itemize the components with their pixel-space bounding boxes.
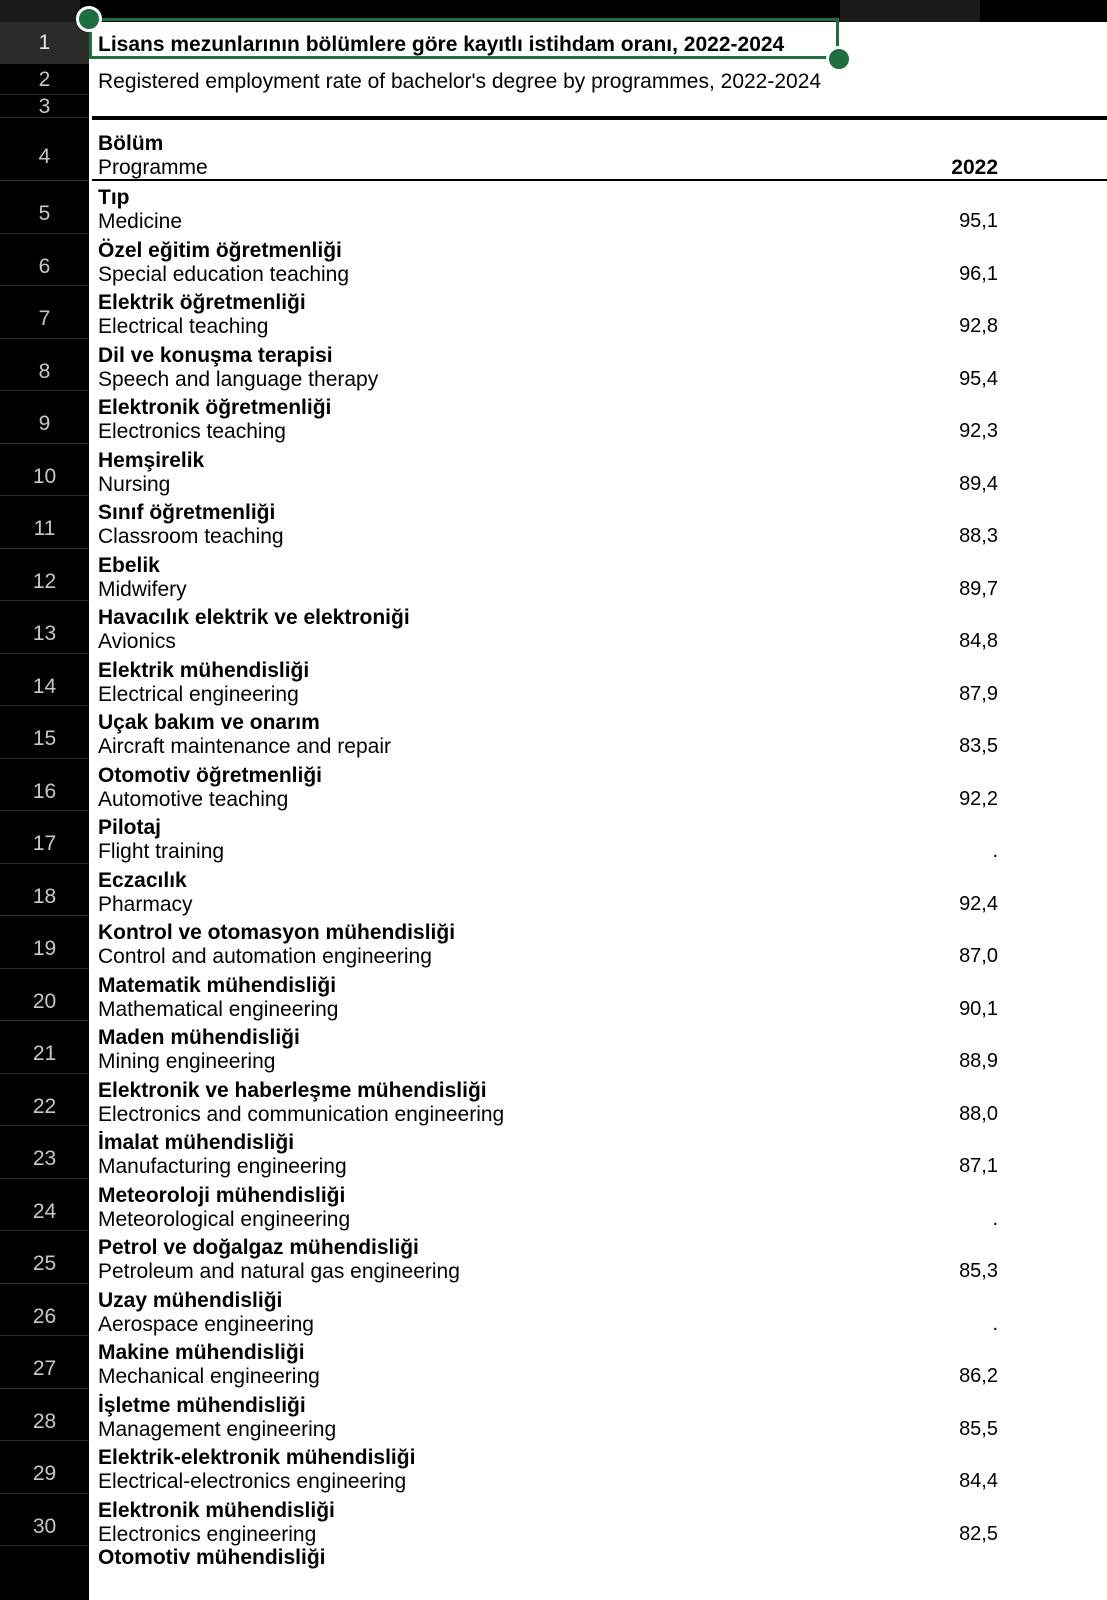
row-number-30[interactable]: 30 <box>0 1494 89 1547</box>
row-number-26[interactable]: 26 <box>0 1284 89 1337</box>
row-number-6[interactable]: 6 <box>0 234 89 287</box>
programme-tr-cell[interactable]: Uçak bakım ve onarım <box>98 711 320 734</box>
value-2022-cell[interactable]: 85,3 <box>959 1260 998 1282</box>
programme-tr-cell[interactable]: Elektronik ve haberleşme mühendisliği <box>98 1078 487 1102</box>
programme-en-cell[interactable]: Management engineering <box>98 1417 337 1441</box>
header-en-cell[interactable]: Programme <box>98 156 208 179</box>
programme-en-cell[interactable]: Manufacturing engineering <box>98 1155 347 1178</box>
programme-en-cell[interactable]: Petroleum and natural gas engineering <box>98 1260 460 1283</box>
row-number-13[interactable]: 13 <box>0 601 89 654</box>
row-number-10[interactable]: 10 <box>0 444 89 497</box>
programme-en-cell[interactable]: Classroom teaching <box>98 525 284 548</box>
programme-tr-cell[interactable]: Sınıf öğretmenliği <box>98 501 276 524</box>
row-number-2[interactable]: 2 <box>0 64 89 95</box>
row-number-11[interactable]: 11 <box>0 496 89 549</box>
value-2022-cell[interactable]: 92,8 <box>959 315 998 337</box>
programme-en-cell[interactable]: Avionics <box>98 630 176 653</box>
row-number-29[interactable]: 29 <box>0 1441 89 1494</box>
row-number-9[interactable]: 9 <box>0 391 89 444</box>
row-number-1[interactable]: 1 <box>0 22 89 64</box>
programme-tr-cell[interactable]: Havacılık elektrik ve elektroniği <box>98 606 410 629</box>
value-2022-cell[interactable]: 87,0 <box>959 945 998 967</box>
value-2022-cell[interactable]: 90,1 <box>959 997 998 1020</box>
programme-en-cell[interactable]: Electrical engineering <box>98 682 299 706</box>
value-2022-cell[interactable]: 92,2 <box>959 787 998 810</box>
programme-en-cell[interactable]: Flight training <box>98 840 225 863</box>
value-2022-cell[interactable]: 84,4 <box>959 1470 998 1492</box>
value-2022-cell[interactable]: 87,9 <box>959 682 998 705</box>
row-number-25[interactable]: 25 <box>0 1231 89 1284</box>
value-2022-cell[interactable]: 95,1 <box>959 210 998 232</box>
value-2022-cell[interactable]: 84,8 <box>959 630 998 652</box>
row-number-4[interactable]: 4 <box>0 118 89 181</box>
value-2022-cell[interactable]: . <box>992 1207 998 1230</box>
row-number-3[interactable]: 3 <box>0 95 89 118</box>
table-top-rule <box>92 116 1107 120</box>
partial-row-tr-cell[interactable]: Otomotiv mühendisliği <box>98 1546 326 1569</box>
value-2022-cell[interactable]: 85,5 <box>959 1417 998 1440</box>
value-2022-cell[interactable]: 87,1 <box>959 1155 998 1177</box>
programme-en-cell[interactable]: Meteorological engineering <box>98 1207 351 1231</box>
programme-tr-cell[interactable]: Pilotaj <box>98 816 162 839</box>
programme-tr-cell[interactable]: Tıp <box>98 186 130 209</box>
value-2022-cell[interactable]: 89,7 <box>959 577 998 600</box>
row-number-19[interactable]: 19 <box>0 916 89 969</box>
cell-selection-outline[interactable] <box>89 18 839 59</box>
programme-tr-cell[interactable]: İmalat mühendisliği <box>98 1131 295 1154</box>
programme-en-cell[interactable]: Aircraft maintenance and repair <box>98 735 391 758</box>
programme-tr-cell[interactable]: Ebelik <box>98 553 160 577</box>
value-2022-cell[interactable]: 92,4 <box>959 892 998 915</box>
programme-tr-cell[interactable]: İşletme mühendisliği <box>98 1393 306 1417</box>
value-2022-cell[interactable]: 82,5 <box>959 1522 998 1545</box>
programme-en-cell[interactable]: Mathematical engineering <box>98 997 339 1021</box>
row-number-20[interactable]: 20 <box>0 969 89 1022</box>
selection-end-handle[interactable] <box>826 46 852 72</box>
row-number-12[interactable]: 12 <box>0 549 89 602</box>
row-number-24[interactable]: 24 <box>0 1179 89 1232</box>
programme-tr-cell[interactable]: Matematik mühendisliği <box>98 973 337 997</box>
programme-en-cell[interactable]: Midwifery <box>98 577 187 601</box>
programme-tr-cell[interactable]: Hemşirelik <box>98 448 205 472</box>
row-number-7[interactable]: 7 <box>0 286 89 339</box>
programme-en-cell[interactable]: Electronics and communication engineering <box>98 1102 505 1126</box>
value-2022-cell[interactable]: 95,4 <box>959 367 998 390</box>
programme-en-cell[interactable]: Mechanical engineering <box>98 1365 320 1388</box>
programme-tr-cell[interactable]: Meteoroloji mühendisliği <box>98 1183 346 1207</box>
programme-tr-cell[interactable]: Maden mühendisliği <box>98 1026 300 1049</box>
value-2022-cell[interactable]: 96,1 <box>959 262 998 285</box>
programme-en-cell[interactable]: Mining engineering <box>98 1050 276 1073</box>
row-number-16[interactable]: 16 <box>0 759 89 812</box>
title-en-cell[interactable]: Registered employment rate of bachelor's degree by programmes, 2022-2024 <box>98 70 822 93</box>
programme-tr-cell[interactable]: Makine mühendisliği <box>98 1341 305 1364</box>
programme-tr-cell[interactable]: Uzay mühendisliği <box>98 1288 283 1312</box>
row-number-5[interactable]: 5 <box>0 181 89 234</box>
header-bottom-rule <box>92 179 1107 181</box>
programme-tr-cell[interactable]: Petrol ve doğalgaz mühendisliği <box>98 1236 419 1259</box>
programme-en-cell[interactable]: Speech and language therapy <box>98 367 379 391</box>
programme-en-cell[interactable]: Automotive teaching <box>98 787 289 811</box>
value-2022-cell[interactable]: 83,5 <box>959 735 998 757</box>
programme-tr-cell[interactable]: Elektrik mühendisliği <box>98 658 310 682</box>
row-number-14[interactable]: 14 <box>0 654 89 707</box>
programme-tr-cell[interactable]: Dil ve konuşma terapisi <box>98 343 333 367</box>
row-number-8[interactable]: 8 <box>0 339 89 392</box>
programme-en-cell[interactable]: Electrical teaching <box>98 315 269 338</box>
row-number-15[interactable]: 15 <box>0 706 89 759</box>
title-tr-cell[interactable]: Lisans mezunlarının bölümlere göre kayıtlı istihdam oranı, 2022-2024 <box>98 33 785 56</box>
value-2022-cell[interactable]: . <box>992 1312 998 1335</box>
value-2022-cell[interactable]: . <box>992 840 998 862</box>
row-number-23[interactable]: 23 <box>0 1126 89 1179</box>
row-number-17[interactable]: 17 <box>0 811 89 864</box>
value-2022-cell[interactable]: 92,3 <box>959 420 998 442</box>
value-2022-cell[interactable]: 88,3 <box>959 525 998 547</box>
programme-en-cell[interactable]: Nursing <box>98 472 171 496</box>
row-number-21[interactable]: 21 <box>0 1021 89 1074</box>
header-year-cell[interactable]: 2022 <box>951 156 998 179</box>
programme-tr-cell[interactable]: Otomotiv öğretmenliği <box>98 763 323 787</box>
programme-en-cell[interactable]: Control and automation engineering <box>98 945 432 968</box>
programme-en-cell[interactable]: Electronics teaching <box>98 420 286 443</box>
programme-tr-cell[interactable]: Elektronik mühendisliği <box>98 1498 335 1522</box>
programme-tr-cell[interactable]: Kontrol ve otomasyon mühendisliği <box>98 921 456 944</box>
value-2022-cell[interactable]: 88,9 <box>959 1050 998 1072</box>
programme-en-cell[interactable]: Aerospace engineering <box>98 1312 314 1336</box>
selection-start-handle[interactable] <box>76 6 102 32</box>
value-2022-cell[interactable]: 89,4 <box>959 472 998 495</box>
programme-tr-cell[interactable]: Özel eğitim öğretmenliği <box>98 238 342 262</box>
programme-tr-cell[interactable]: Elektrik-elektronik mühendisliği <box>98 1446 416 1469</box>
programme-tr-cell[interactable]: Elektronik öğretmenliği <box>98 396 332 419</box>
row-number-28[interactable]: 28 <box>0 1389 89 1442</box>
top-bar-segment <box>840 0 980 22</box>
value-2022-cell[interactable]: 88,0 <box>959 1102 998 1125</box>
header-tr-cell[interactable]: Bölüm <box>98 132 164 155</box>
programme-en-cell[interactable]: Electronics engineering <box>98 1522 317 1546</box>
row-number-27[interactable]: 27 <box>0 1336 89 1389</box>
programme-en-cell[interactable]: Electrical-electronics engineering <box>98 1470 407 1493</box>
value-2022-cell[interactable]: 86,2 <box>959 1365 998 1387</box>
programme-tr-cell[interactable]: Elektrik öğretmenliği <box>98 291 306 314</box>
top-bar-segment <box>0 0 80 22</box>
programme-tr-cell[interactable]: Eczacılık <box>98 868 187 892</box>
programme-en-cell[interactable]: Pharmacy <box>98 892 193 916</box>
row-number-22[interactable]: 22 <box>0 1074 89 1127</box>
programme-en-cell[interactable]: Medicine <box>98 210 183 233</box>
programme-en-cell[interactable]: Special education teaching <box>98 262 350 286</box>
row-number-18[interactable]: 18 <box>0 864 89 917</box>
